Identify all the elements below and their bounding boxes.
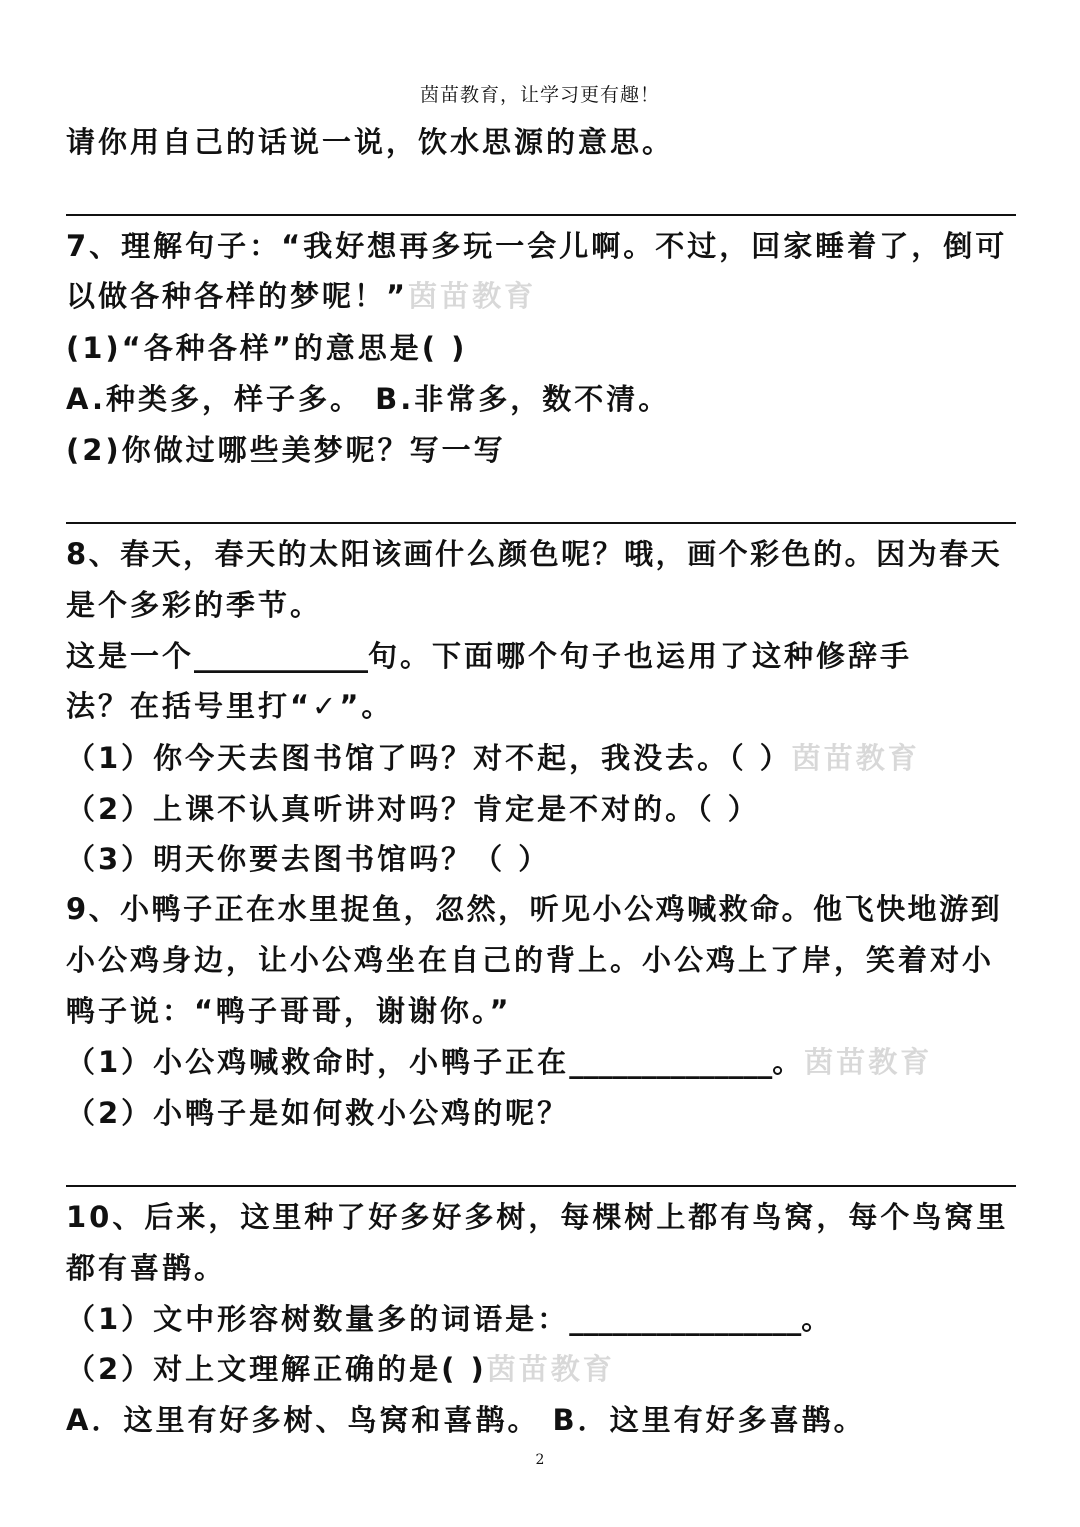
watermark: 茵苗教育 [804, 1045, 933, 1079]
question-7-line-1: 7、理解句子：“我好想再多玩一会儿啊。不过，回家睡着了，倒可 [66, 229, 1008, 263]
question-8-line-4: 法？在括号里打“✓”。 [66, 689, 394, 723]
question-8-sub-3: （3）明天你要去图书馆吗？（ ） [66, 842, 551, 876]
question-7-sub-2: (2)你做过哪些美梦呢？写一写 [66, 433, 506, 467]
watermark: 茵苗教育 [408, 279, 537, 313]
fill-blank[interactable]: ____________ [194, 639, 369, 673]
question-9-line-2: 小公鸡身边，让小公鸡坐在自己的背上。小公鸡上了岸，笑着对小 [66, 943, 995, 977]
question-8-sub-1: （1）你今天去图书馆了吗？对不起，我没去。（ ）茵苗教育 [66, 741, 920, 775]
page-header: 茵苗教育，让学习更有趣！ [419, 84, 660, 106]
question-10-line-2: 都有喜鹊。 [66, 1251, 227, 1285]
question-8-line-3: 这是一个____________句。下面哪个句子也运用了这种修辞手 [66, 639, 913, 673]
answer-line-6 [66, 214, 1016, 216]
answer-line-7 [66, 522, 1016, 524]
question-8-line-1: 8、春天，春天的太阳该画什么颜色呢？哦，画个彩色的。因为春天 [66, 537, 1003, 571]
question-10-options: A．这里有好多树、鸟窝和喜鹊。 B．这里有好多喜鹊。 [66, 1403, 866, 1437]
question-9-sub-1: （1）小公鸡喊救命时，小鸭子正在______________。茵苗教育 [66, 1045, 933, 1079]
page-number: 2 [535, 1452, 545, 1468]
answer-line-9 [66, 1185, 1016, 1187]
question-6-prompt: 请你用自己的话说一说，饮水思源的意思。 [66, 125, 675, 159]
question-7-line-2: 以做各种各样的梦呢！”茵苗教育 [66, 279, 537, 313]
question-10-line-1: 10、后来，这里种了好多好多树，每棵树上都有鸟窝，每个鸟窝里 [66, 1200, 1009, 1234]
question-9-line-3: 鸭子说：“鸭子哥哥，谢谢你。” [66, 994, 512, 1028]
question-7-sub-1: (1)“各种各样”的意思是( ) [66, 331, 468, 365]
question-9-line-1: 9、小鸭子正在水里捉鱼，忽然，听见小公鸡喊救命。他飞快地游到 [66, 892, 1003, 926]
watermark: 茵苗教育 [791, 741, 920, 775]
fill-blank[interactable]: ______________ [569, 1045, 773, 1079]
question-10-sub-2: （2）对上文理解正确的是( )茵苗教育 [66, 1352, 615, 1386]
question-8-line-2: 是个多彩的季节。 [66, 588, 323, 622]
watermark: 茵苗教育 [486, 1352, 615, 1386]
question-9-sub-2: （2）小鸭子是如何救小公鸡的呢？ [66, 1096, 570, 1130]
fill-blank[interactable]: ________________ [569, 1302, 802, 1336]
question-7-options: A.种类多，样子多。 B.非常多，数不清。 [66, 382, 671, 416]
question-10-sub-1: （1）文中形容树数量多的词语是：________________。 [66, 1302, 834, 1336]
question-8-sub-2: （2）上课不认真听讲对吗？肯定是不对的。（ ） [66, 792, 760, 826]
